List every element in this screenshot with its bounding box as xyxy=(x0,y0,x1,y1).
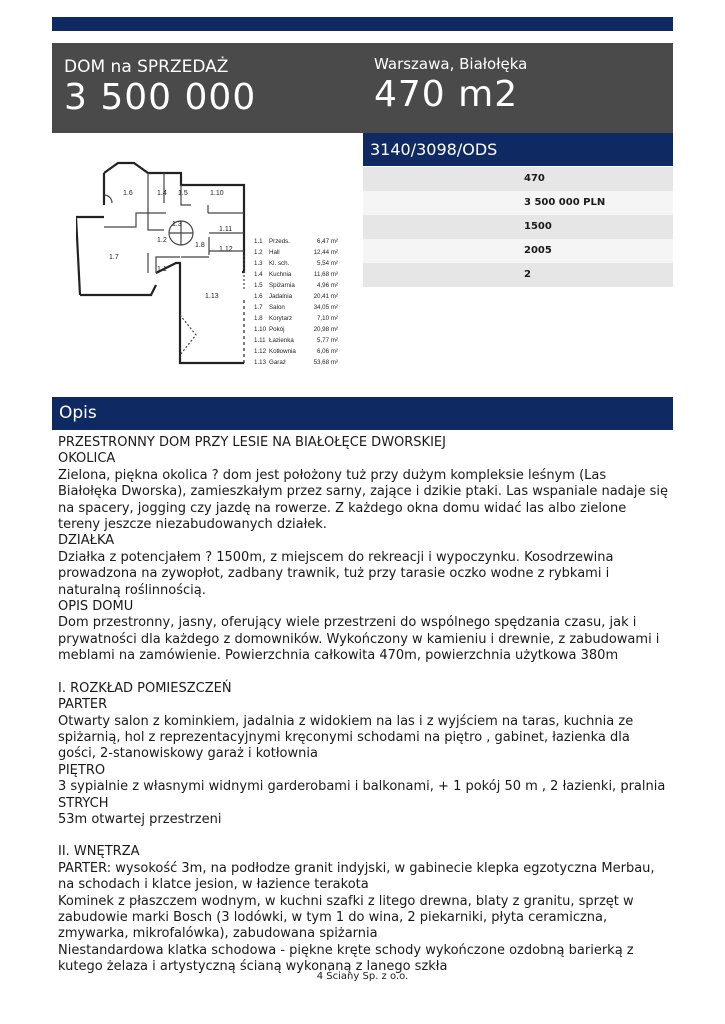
plan-legend-row xyxy=(254,337,338,344)
legend-area: 5,54 m² xyxy=(317,260,338,267)
plan-legend-row xyxy=(254,315,338,322)
legend-no: 1.5 xyxy=(254,282,263,289)
param-row xyxy=(363,167,673,191)
plan-legend-row xyxy=(254,260,338,267)
legend-name: Kl. sch. xyxy=(269,260,290,267)
room-label: 1.2 xyxy=(157,237,167,244)
reference-number: 3140/3098/ODS xyxy=(363,133,673,166)
legend-name: Przeds. xyxy=(269,238,290,245)
room-label: 1.3 xyxy=(172,221,182,228)
description-line: PARTER: wysokość 3m, na podłodze granit indyjski, w gabinecie klepka egzotyczna Merbau, na schodach i klatce jesion, w łazience terakota xyxy=(58,860,655,893)
legend-name: Korytarz xyxy=(269,315,293,322)
legend-area: 11,68 m² xyxy=(314,271,338,278)
legend-name: Pokój xyxy=(269,326,285,333)
room-label: 1.6 xyxy=(123,190,133,197)
floor-plan xyxy=(76,155,346,370)
description-line: PARTER xyxy=(58,697,108,713)
description-line: 3 sypialnie z własnymi widnymi garderobami i balkonami, + 1 pokój 50 m , 2 łazienki, pralnia xyxy=(58,779,666,795)
blank-line xyxy=(58,828,668,844)
description-line: 53m otwartej przestrzeni xyxy=(58,811,222,827)
room-label: 1.1 xyxy=(157,266,167,273)
legend-area: 12,44 m² xyxy=(313,249,338,256)
legend-no: 1.4 xyxy=(254,271,263,278)
room-label: 1.11 xyxy=(219,226,233,233)
room-label: 1.5 xyxy=(178,190,188,197)
description-line: DZIAŁKA xyxy=(58,533,115,549)
param-value: 2005 xyxy=(524,245,552,256)
legend-no: 1.2 xyxy=(254,249,263,256)
listing-area: 470 m2 xyxy=(374,74,519,115)
top-accent-bar xyxy=(52,17,673,31)
param-row xyxy=(363,215,673,239)
plan-legend-row xyxy=(254,326,338,333)
legend-name: Spiżarnia xyxy=(269,282,295,289)
param-row xyxy=(363,191,673,215)
legend-no: 1.10 xyxy=(254,326,267,333)
plan-legend-row xyxy=(254,293,338,300)
listing-price: 3 500 000 xyxy=(64,77,257,118)
legend-no: 1.13 xyxy=(254,359,267,366)
legend-no: 1.7 xyxy=(254,304,263,311)
legend-area: 34,05 m² xyxy=(313,304,338,311)
legend-name: Garaż xyxy=(269,359,286,366)
legend-no: 1.12 xyxy=(254,348,267,355)
description-line: I. ROZKŁAD POMIESZCZEŃ xyxy=(58,680,232,696)
legend-name: Kotłownia xyxy=(269,348,296,355)
legend-name: Salon xyxy=(269,304,285,311)
listing-header xyxy=(52,43,673,133)
room-label: 1.13 xyxy=(205,293,219,300)
room-label: 1.10 xyxy=(210,190,224,197)
description-line: OPIS DOMU xyxy=(58,599,134,615)
legend-area: 6,06 m² xyxy=(317,348,338,355)
plan-legend-row xyxy=(254,238,338,245)
description-body xyxy=(58,435,668,976)
legend-name: Łazienka xyxy=(269,337,294,344)
description-line: II. WNĘTRZA xyxy=(58,844,140,860)
legend-area: 20,41 m² xyxy=(313,293,338,300)
description-line: PIĘTRO xyxy=(58,762,106,778)
legend-area: 53,68 m² xyxy=(313,359,338,366)
legend-area: 7,10 m² xyxy=(317,315,338,322)
blank-line xyxy=(58,665,668,681)
description-line: PRZESTRONNY DOM PRZY LESIE NA BIAŁOŁĘCE DWORSKIEJ xyxy=(58,435,446,450)
listing-title: DOM na SPRZEDAŻ xyxy=(64,57,229,77)
description-heading: Opis xyxy=(52,397,673,430)
legend-name: Kuchnia xyxy=(269,271,292,278)
legend-area: 4,96 m² xyxy=(317,282,338,289)
legend-name: Hall xyxy=(269,249,280,256)
room-label: 1.12 xyxy=(219,246,233,253)
plan-legend-row xyxy=(254,348,338,355)
param-value: 1500 xyxy=(524,221,552,232)
legend-name: Jadalnia xyxy=(269,293,293,300)
param-value: 2 xyxy=(524,269,531,280)
plan-legend-row xyxy=(254,304,338,311)
room-label: 1.7 xyxy=(109,254,119,261)
listing-location: Warszawa, Białołęka xyxy=(374,55,528,73)
legend-area: 20,98 m² xyxy=(313,326,338,333)
param-value: 3 500 000 PLN xyxy=(524,197,606,208)
param-value: 470 xyxy=(524,173,545,184)
plan-legend-row xyxy=(254,282,338,289)
legend-area: 6,47 m² xyxy=(317,238,338,245)
legend-no: 1.11 xyxy=(254,337,266,344)
legend-area: 5,77 m² xyxy=(317,337,338,344)
plan-legend-row xyxy=(254,359,338,366)
description-line: OKOLICA xyxy=(58,451,116,467)
legend-no: 1.3 xyxy=(254,260,263,267)
description-line: STRYCH xyxy=(58,795,109,811)
description-line: Działka z potencjałem ? 1500m, z miejscem do rekreacji i wypoczynku. Kosodrzewina prowadzona na zywopłot, zadbany trawnik, tuż przy tarasie oczko wodne z rybkami i naturalną roślinnością. xyxy=(58,549,614,598)
legend-no: 1.6 xyxy=(254,293,263,300)
description-line: Dom przestronny, jasny, oferujący wiele przestrzeni do wspólnego spędzania czasu, jak i prywatności dla każdego z domowników. Wykończony w kamieniu i drewnie, z zabudowami i meblami na zamówienie. Powierzchnia całkowita 470m, powierzchnia użytkowa 380m xyxy=(58,615,660,664)
description-line: Otwarty salon z kominkiem, jadalnia z widokiem na las i z wyjściem na taras, kuchnia ze spiżarnią, hol z reprezentacyjnymi kręconymi schodami na piętro , gabinet, łazienka dla gości, 2-stanowiskowy garaż i kotłownia xyxy=(58,713,634,762)
description-line: Zielona, piękna okolica ? dom jest położony tuż przy dużym kompleksie leśnym (Las Białołęka Dworska), zamieszkałym przez sarny, zające i dzikie ptaki. Las wspaniale nadaje się na spacery, jogging czy jazdę na rowerze. Z każdego okna domu widać las albo zielone tereny jeszcze niezabudowanych działek. xyxy=(58,467,669,533)
legend-no: 1.8 xyxy=(254,315,263,322)
param-row xyxy=(363,239,673,263)
plan-legend-row xyxy=(254,271,338,278)
legend-no: 1.1 xyxy=(254,238,263,245)
footer-company: 4 Ściany Sp. z o.o. xyxy=(316,971,409,982)
plan-legend-row xyxy=(254,249,338,256)
param-row xyxy=(363,263,673,287)
room-label: 1.4 xyxy=(157,190,167,197)
room-label: 1.8 xyxy=(195,242,205,249)
description-line: Kominek z płaszczem wodnym, w kuchni szafki z litego drewna, blaty z granitu, sprzęt w zabudowie marki Bosch (3 lodówki, w tym 1 do wina, 2 piekarniki, płyta ceramiczna, zmywarka, mikrofalówka), zabudowana spiżarnia xyxy=(58,893,634,942)
description-line: Niestandardowa klatka schodowa - piękne kręte schody wykończone ozdobną barierką z kutego żelaza i artystyczną ścianą wykonaną z lanego szkła xyxy=(58,942,634,975)
